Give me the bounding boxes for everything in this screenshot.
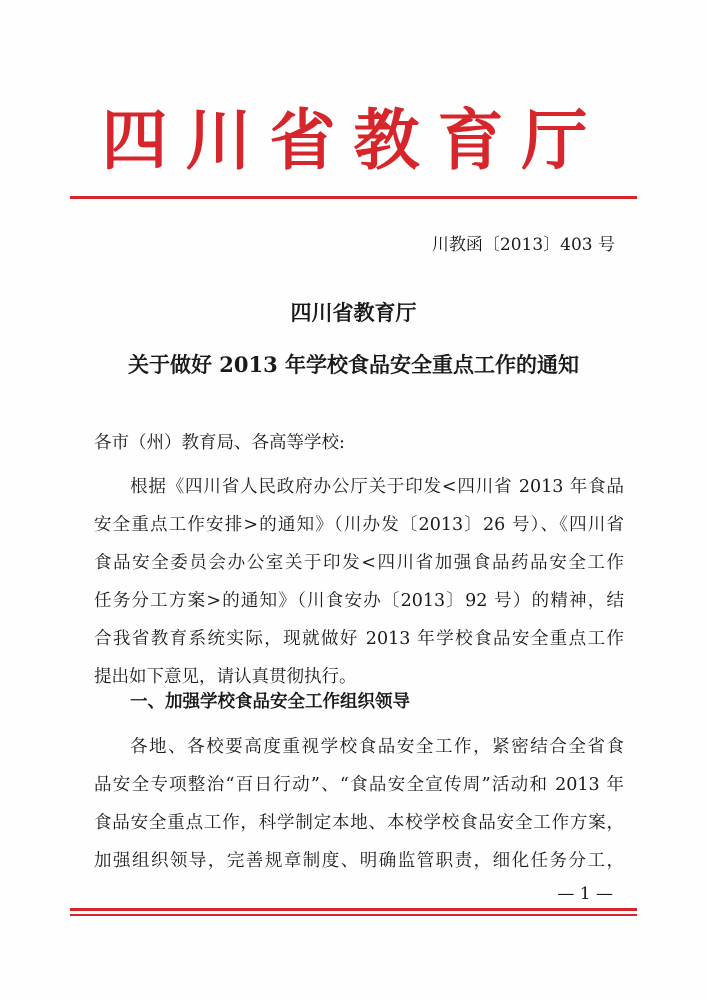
paragraph-line: 品安全专项整治“百日行动”、“食品安全宣传周”活动和 2013 年 — [94, 775, 624, 795]
footer-red-rule-thick — [70, 908, 637, 911]
footer-red-rule-thin — [70, 914, 637, 916]
document-number: 川教函〔2013〕403 号 — [431, 235, 615, 255]
document-title-subject: 关于做好 2013 年学校食品安全重点工作的通知 — [127, 352, 580, 377]
page-number: — 1 — — [557, 884, 613, 904]
paragraph-line: 安全重点工作安排>的通知》（川办发〔2013〕26 号）、《四川省 — [94, 515, 624, 535]
paragraph-line: 提出如下意见，请认真贯彻执行。 — [94, 667, 357, 687]
salutation: 各市（州）教育局、各高等学校: — [94, 433, 345, 453]
paragraph-line: 任务分工方案>的通知》（川食安办〔2013〕92 号）的精神，结 — [94, 591, 624, 611]
paragraph-line: 加强组织领导，完善规章制度、明确监管职责，细化任务分工， — [94, 851, 624, 871]
section-heading-1: 一、加强学校食品安全工作组织领导 — [130, 692, 410, 712]
masthead-org-name: 四川省教育厅 — [101, 101, 606, 179]
paragraph-line: 合我省教育系统实际，现就做好 2013 年学校食品安全重点工作 — [94, 629, 624, 649]
paragraph-line: 食品安全重点工作，科学制定本地、本校学校食品安全工作方案， — [94, 813, 624, 833]
paragraph-basis — [94, 468, 624, 696]
paragraph-section-1 — [94, 728, 624, 880]
paragraph-line: 各地、各校要高度重视学校食品安全工作，紧密结合全省食 — [130, 737, 624, 757]
document-title-issuer: 四川省教育厅 — [290, 300, 417, 325]
paragraph-line: 食品安全委员会办公室关于印发<四川省加强食品药品安全工作 — [94, 553, 624, 573]
paragraph-line: 根据《四川省人民政府办公厅关于印发<四川省 2013 年食品 — [130, 477, 624, 497]
masthead-red-rule — [70, 196, 637, 199]
